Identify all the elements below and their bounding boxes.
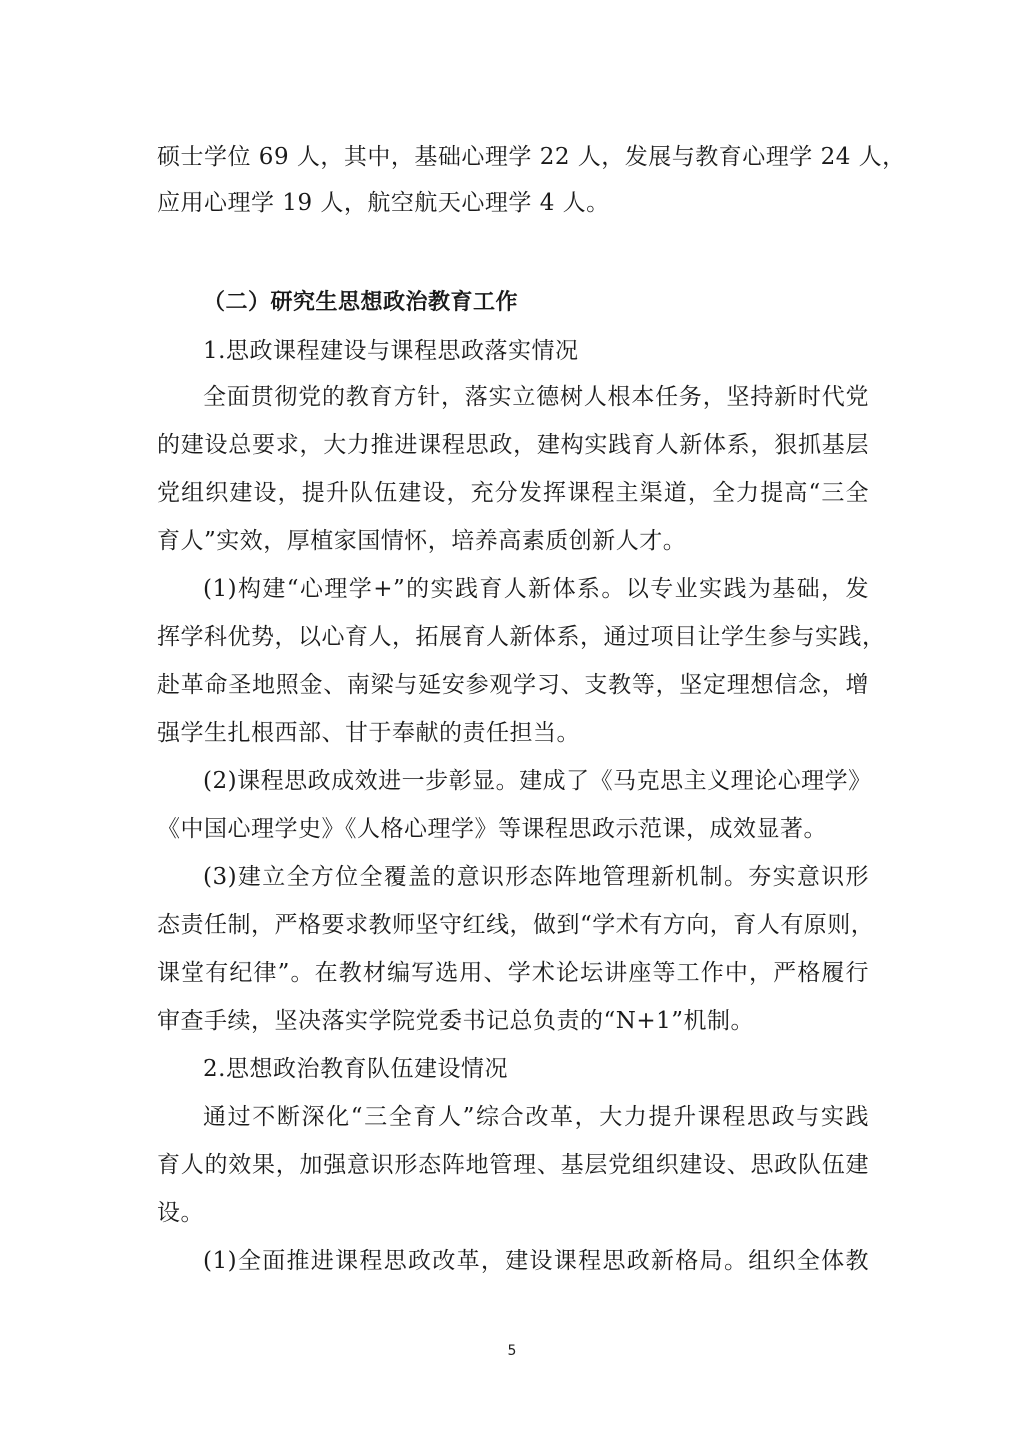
paragraph-line: (2)课程思政成效进一步彰显。建成了《马克思主义理论心理学》 <box>203 768 872 794</box>
subsection-heading: 1.思政课程建设与课程思政落实情况 <box>203 338 579 364</box>
paragraph-line: 的建设总要求，大力推进课程思政，建构实践育人新体系，狠抓基层 <box>157 432 869 458</box>
paragraph-line: 党组织建设，提升队伍建设，充分发挥课程主渠道，全力提高“三全 <box>157 480 869 506</box>
paragraph-line: 硕士学位 69 人，其中，基础心理学 22 人，发展与教育心理学 24 人， <box>157 144 906 170</box>
paragraph-line: 审查手续，坚决落实学院党委书记总负责的“N+1”机制。 <box>157 1008 755 1034</box>
paragraph-line: 应用心理学 19 人，航空航天心理学 4 人。 <box>157 190 610 216</box>
paragraph-line: (1)全面推进课程思政改革，建设课程思政新格局。组织全体教 <box>203 1248 869 1274</box>
subsection-heading: 2.思想政治教育队伍建设情况 <box>203 1056 508 1082</box>
paragraph-line: (3)建立全方位全覆盖的意识形态阵地管理新机制。夯实意识形 <box>203 864 869 890</box>
paragraph-line: 课堂有纪律”。在教材编写选用、学术论坛讲座等工作中，严格履行 <box>157 960 869 986</box>
paragraph-line: 挥学科优势，以心育人，拓展育人新体系，通过项目让学生参与实践， <box>157 624 886 650</box>
paragraph-line: 通过不断深化“三全育人”综合改革，大力提升课程思政与实践 <box>203 1104 869 1130</box>
paragraph-line: 赴革命圣地照金、南梁与延安参观学习、支教等，坚定理想信念，增 <box>157 672 869 698</box>
paragraph-line: 态责任制，严格要求教师坚守红线，做到“学术有方向，育人有原则， <box>157 912 875 938</box>
paragraph-line: 育人”实效，厚植家国情怀，培养高素质创新人才。 <box>157 528 687 554</box>
page-number: 5 <box>507 1343 517 1359</box>
paragraph-line: 强学生扎根西部、甘于奉献的责任担当。 <box>157 720 580 746</box>
paragraph-line: 《中国心理学史》《人格心理学》等课程思政示范课，成效显著。 <box>157 816 827 842</box>
paragraph-line: 设。 <box>157 1200 204 1226</box>
paragraph-line: 育人的效果，加强意识形态阵地管理、基层党组织建设、思政队伍建 <box>157 1152 869 1178</box>
paragraph-line: (1)构建“心理学+”的实践育人新体系。以专业实践为基础，发 <box>203 576 869 602</box>
paragraph-line: 全面贯彻党的教育方针，落实立德树人根本任务，坚持新时代党 <box>203 384 869 410</box>
section-heading: （二）研究生思想政治教育工作 <box>203 290 519 315</box>
